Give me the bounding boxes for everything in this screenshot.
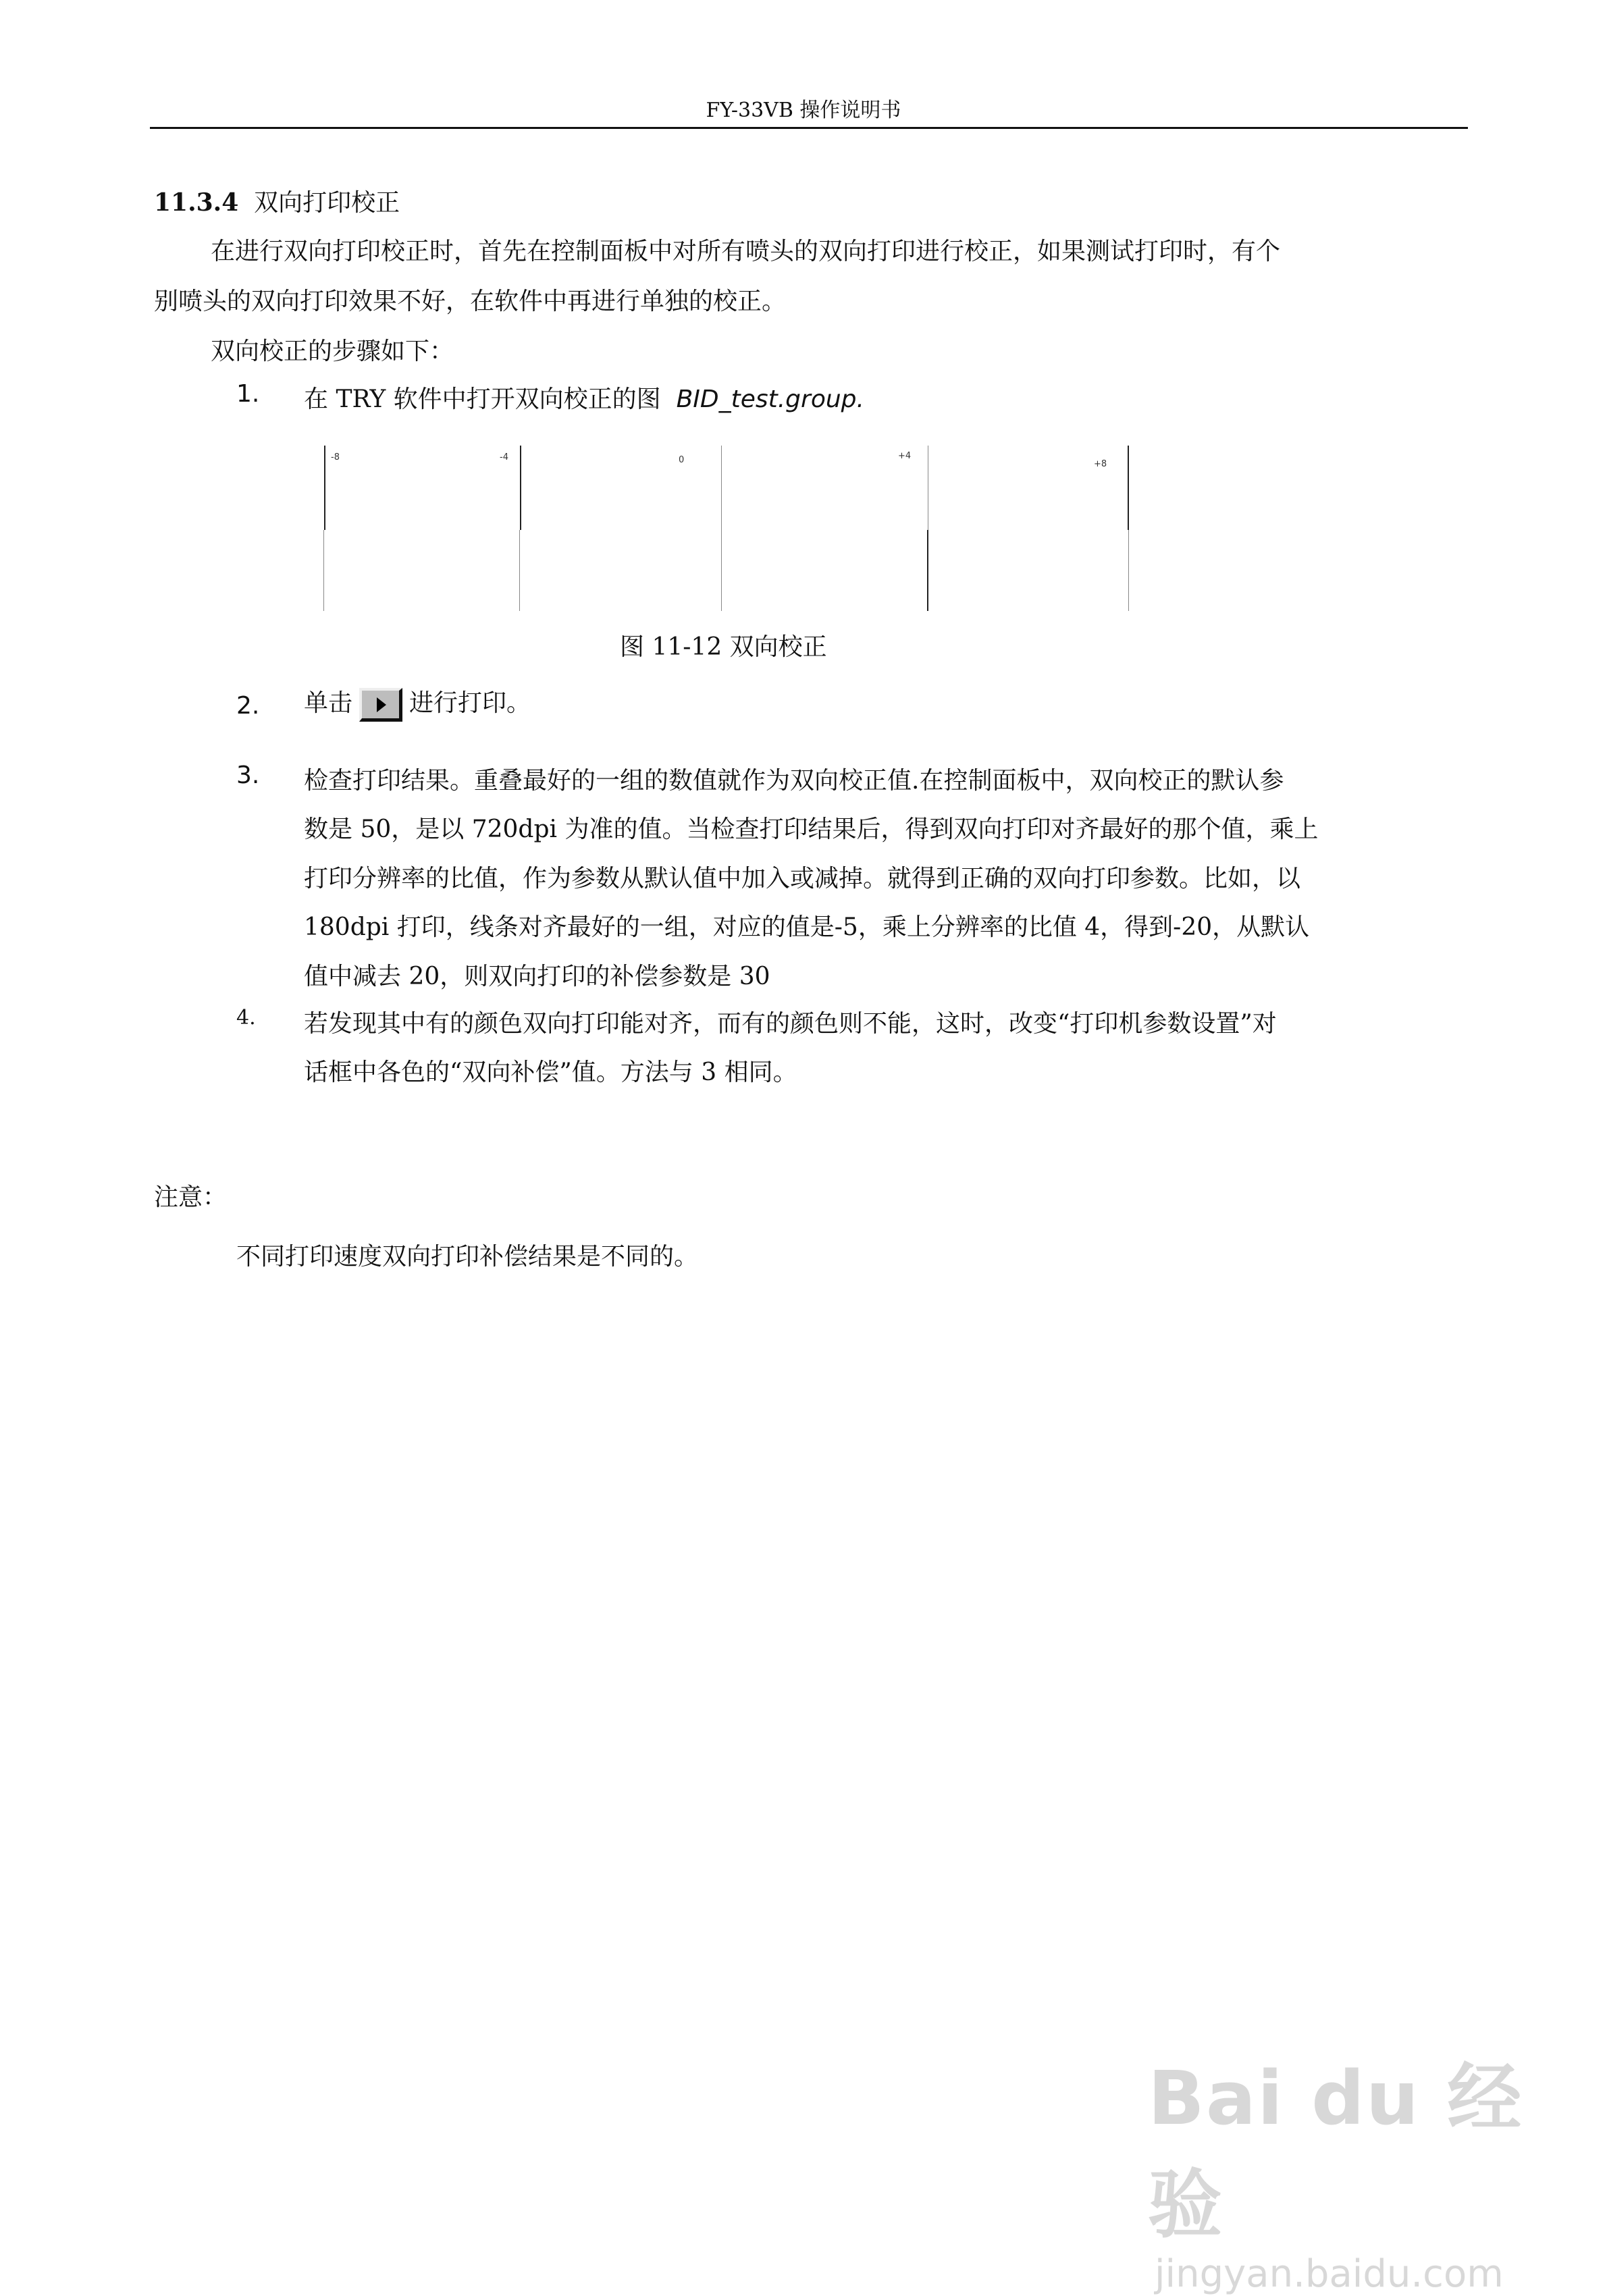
step-3-line: 检查打印结果。重叠最好的一组的数值就作为双向校正值.在控制面板中，双向校正的默认参 — [304, 767, 1284, 795]
step-2-before: 单击 — [304, 689, 353, 717]
baidu-watermark — [1148, 2039, 1526, 2296]
step-4-line: 若发现其中有的颜色双向打印能对齐，而有的颜色则不能，这时，改变“打印机参数设置”对 — [304, 1010, 1277, 1038]
play-icon — [377, 697, 386, 712]
steps-heading: 双向校正的步骤如下： — [211, 338, 454, 365]
step-4-line: 话框中各色的“双向补偿”值。方法与 3 相同。 — [304, 1059, 797, 1086]
figure-label: -4 — [500, 452, 508, 462]
step-1-filename: BID_test.group. — [676, 385, 864, 413]
note-text: 不同打印速度双向打印补偿结果是不同的。 — [236, 1243, 699, 1271]
section-number: 11.3.4 — [154, 188, 239, 217]
figure-label: 0 — [679, 455, 685, 465]
step-3-number: 3. — [236, 762, 260, 789]
figure-label: +8 — [1094, 459, 1107, 469]
step-2-number: 2. — [236, 692, 260, 720]
figure-label: -8 — [331, 452, 340, 462]
step-3-line: 打印分辨率的比值，作为参数从默认值中加入或减掉。就得到正确的双向打印参数。比如，以 — [304, 865, 1301, 892]
figure-caption: 图 11-12 双向校正 — [620, 633, 827, 661]
watermark-brand: Bai du 经验 — [1148, 2055, 1523, 2248]
intro-line-1: 在进行双向打印校正时，首先在控制面板中对所有喷头的双向打印进行校正，如果测试打印时，有个 — [211, 238, 1281, 265]
note-title: 注意： — [154, 1183, 228, 1211]
step-3-line: 值中减去 20，则双向打印的补偿参数是 30 — [304, 963, 770, 990]
intro-line-2: 别喷头的双向打印效果不好，在软件中再进行单独的校正。 — [154, 288, 787, 315]
bidirectional-test-figure — [317, 439, 1168, 614]
step-1-number: 1. — [236, 380, 260, 408]
step-1-text — [304, 380, 864, 415]
step-1-label: 在 TRY 软件中打开双向校正的图 — [304, 385, 661, 413]
step-3-line: 数是 50，是以 720dpi 为准的值。当检查打印结果后，得到双向打印对齐最好的那个值，乘上 — [304, 816, 1319, 843]
header-divider — [150, 127, 1468, 129]
section-heading — [154, 184, 400, 218]
step-2-text — [304, 682, 531, 725]
step-4-number: 4. — [236, 1006, 256, 1030]
page-header: FY-33VB 操作说明书 — [706, 99, 901, 122]
section-title: 双向打印校正 — [254, 189, 400, 217]
step-3-line: 180dpi 打印，线条对齐最好的一组，对应的值是-5，乘上分辨率的比值 4，得到-20，从默认 — [304, 913, 1310, 941]
print-button[interactable] — [359, 688, 402, 722]
step-2-after: 进行打印。 — [409, 689, 531, 717]
figure-label: +4 — [898, 451, 912, 461]
watermark-url: jingyan.baidu.com — [1155, 2252, 1504, 2296]
